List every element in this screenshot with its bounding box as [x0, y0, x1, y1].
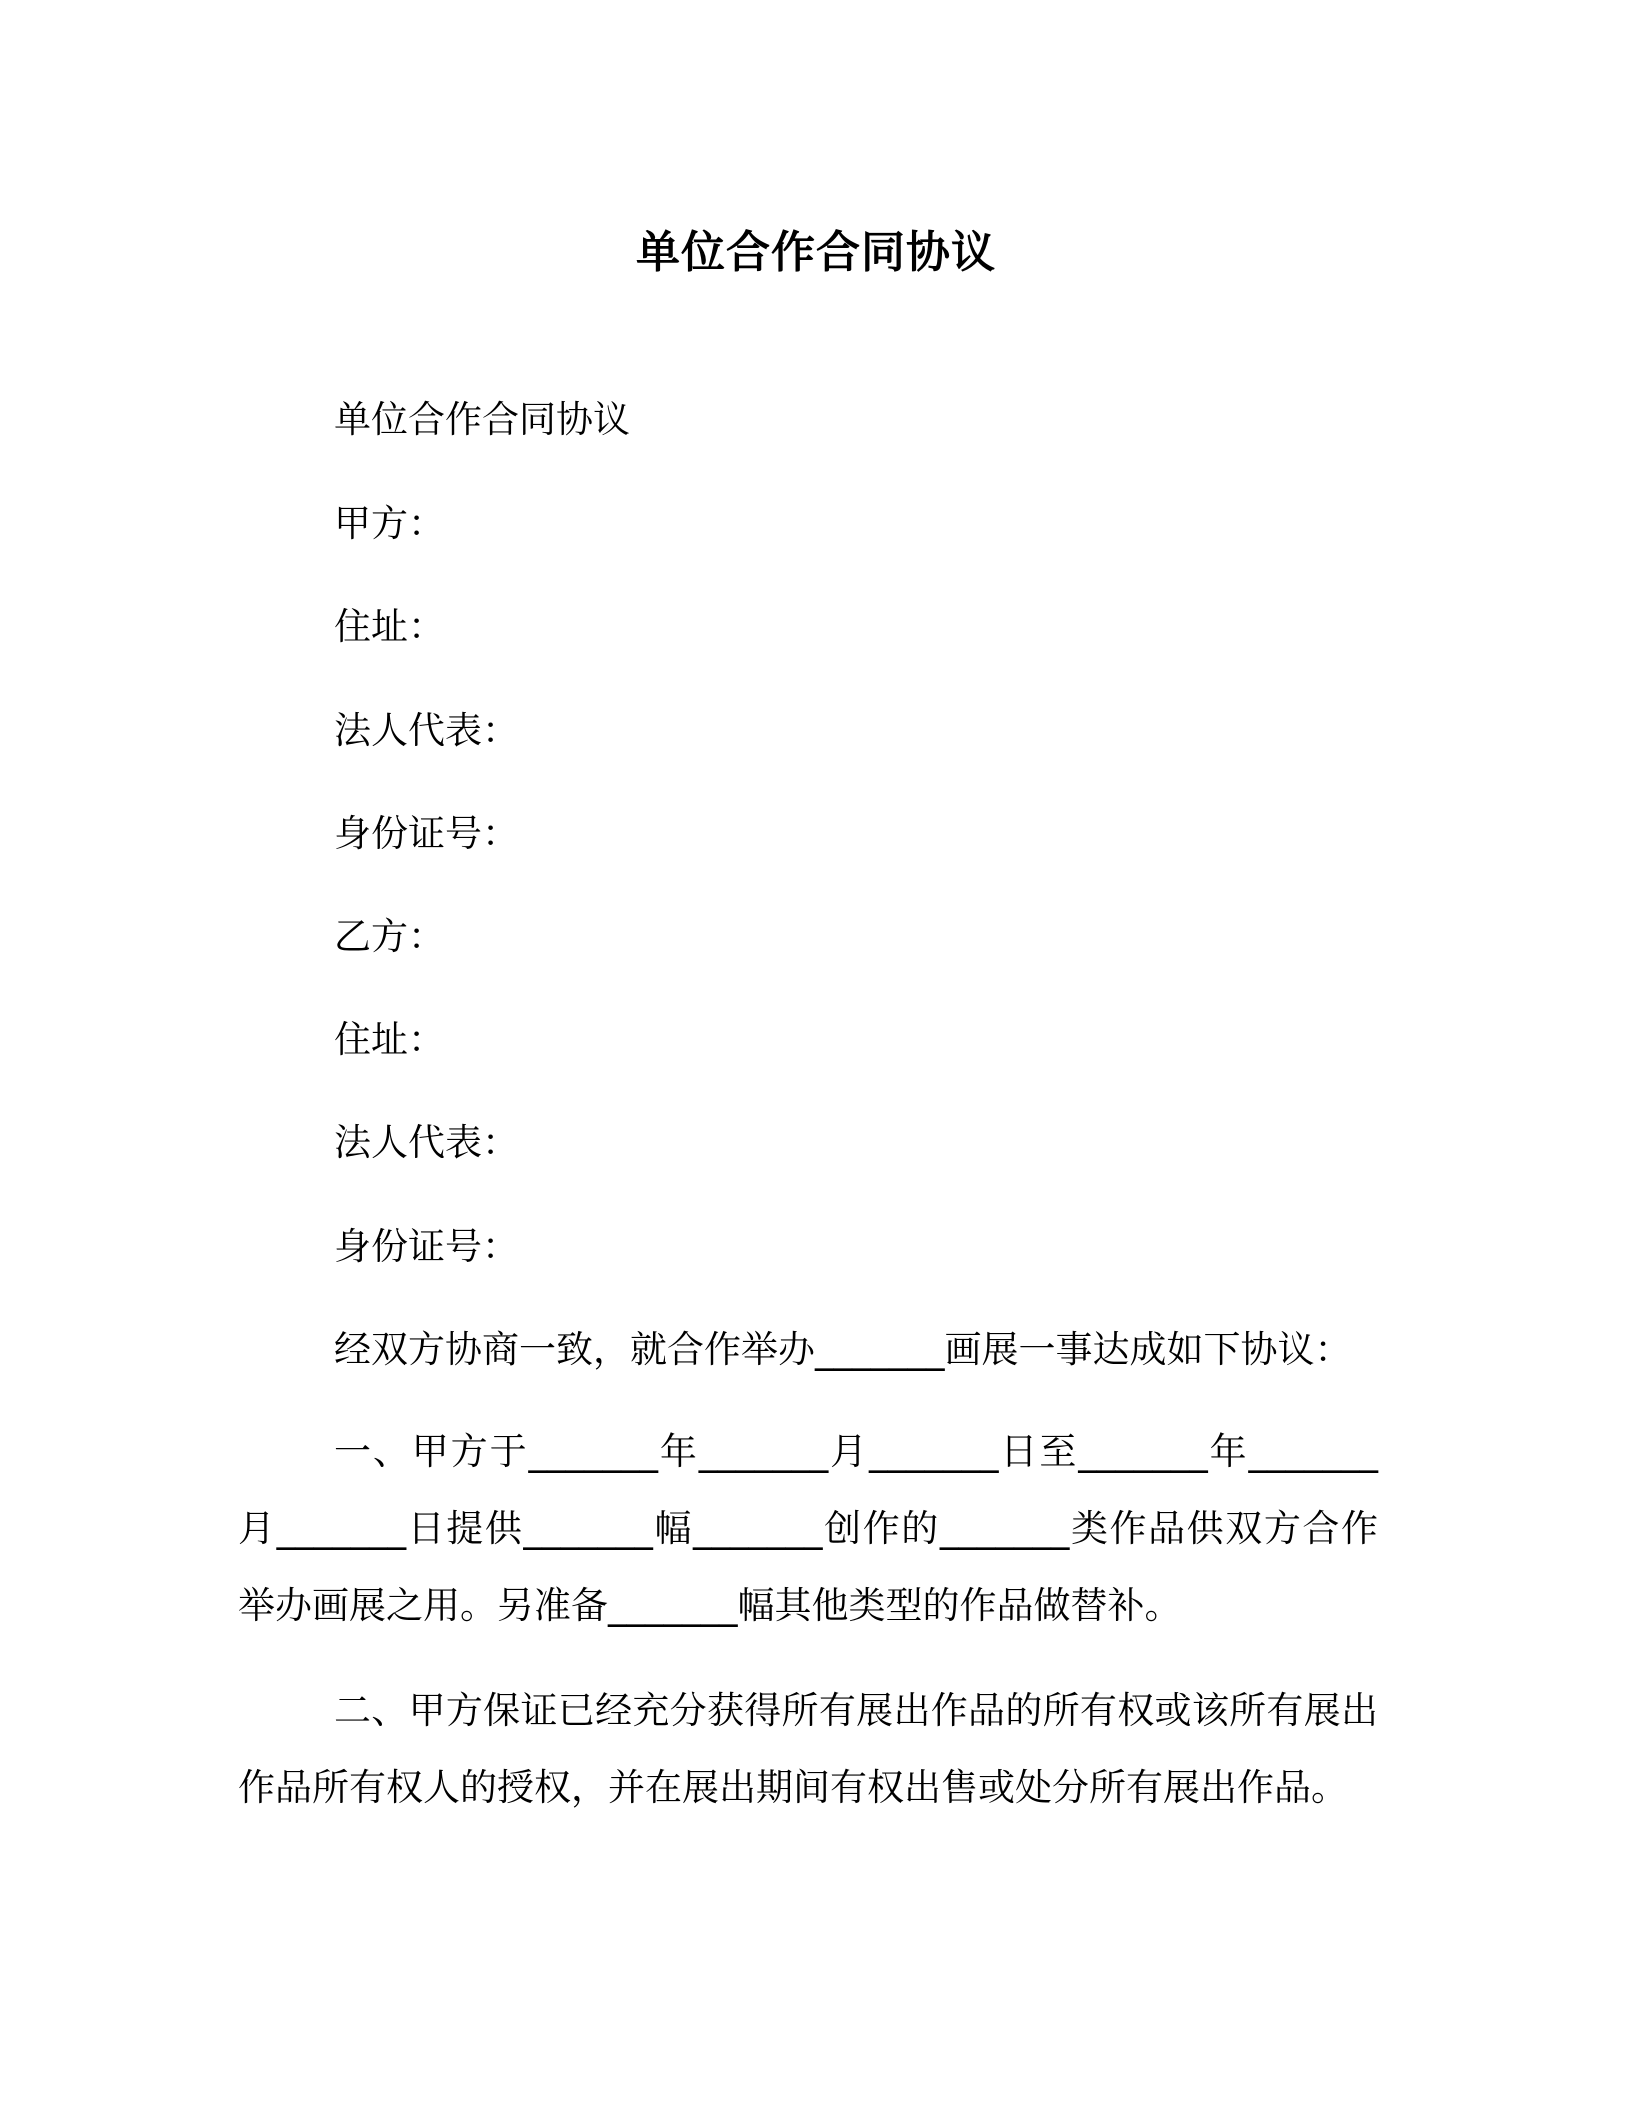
- clause-1-paragraph: 一、甲方于_______年_______月_______日至_______年_______月_______日提供_______幅_______创作的_______类作品供双方合作举办画展之用。另准备_______幅其他类型的作品做替补。: [238, 1430, 1378, 1627]
- party-a-label: 甲方：: [334, 502, 445, 545]
- document-title: 单位合作合同协议: [636, 227, 996, 278]
- party-b-id-label: 身份证号：: [334, 1225, 519, 1268]
- party-b-label: 乙方：: [334, 915, 445, 958]
- party-a-id-label: 身份证号：: [334, 812, 519, 855]
- party-a-legal-rep-label: 法人代表：: [334, 709, 519, 752]
- intro-paragraph: 经双方协商一致，就合作举办_______画展一事达成如下协议：: [334, 1328, 1352, 1371]
- clause-2-paragraph: 二、甲方保证已经充分获得所有展出作品的所有权或该所有展出作品所有权人的授权，并在展出期间有权出售或处分所有展出作品。: [238, 1689, 1378, 1809]
- party-a-address-label: 住址：: [334, 605, 445, 648]
- party-b-address-label: 住址：: [334, 1018, 445, 1061]
- subtitle-line: 单位合作合同协议: [334, 398, 630, 441]
- party-b-legal-rep-label: 法人代表：: [334, 1121, 519, 1164]
